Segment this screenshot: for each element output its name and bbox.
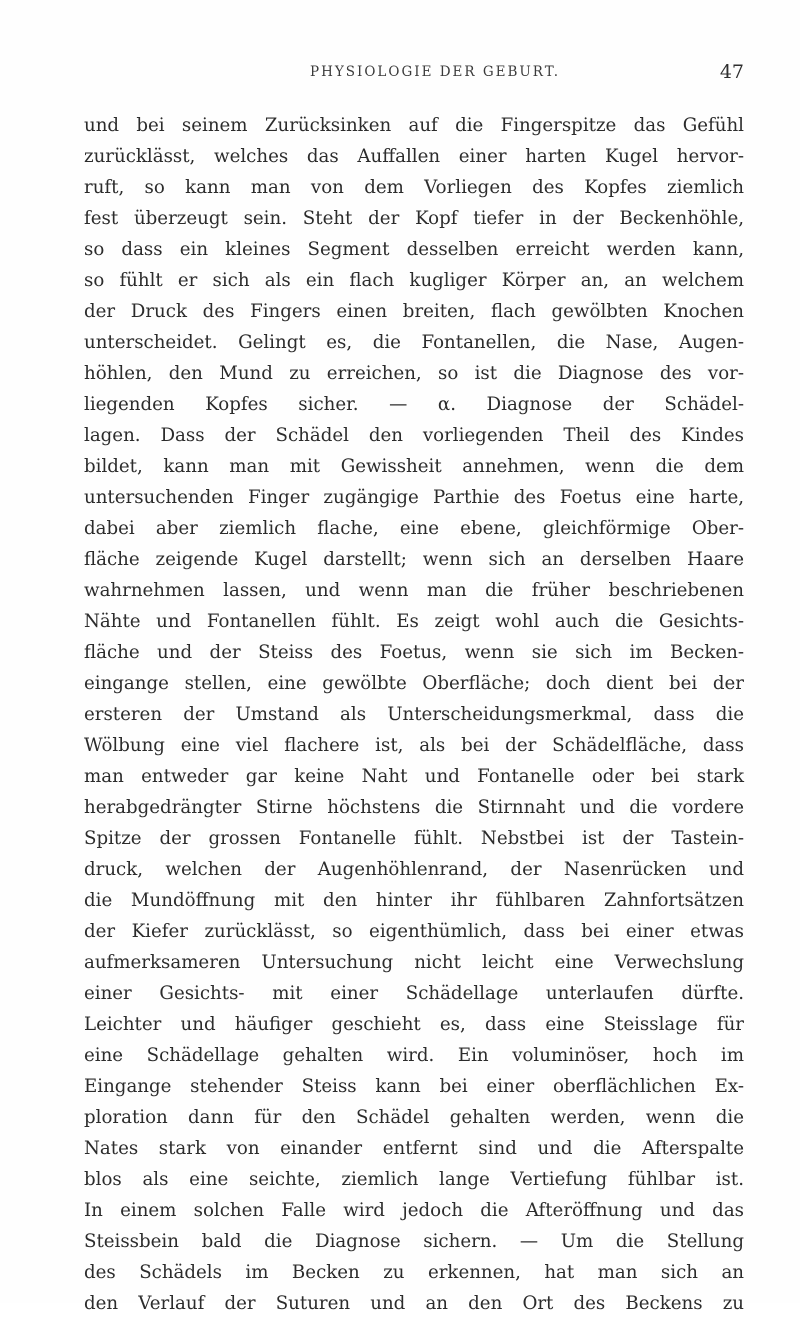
text-line: liegenden Kopfes sicher. — α. Diagnose der Schädel- <box>84 394 744 415</box>
text-line: wahrnehmen lassen, und wenn man die früher beschriebenen <box>84 580 744 601</box>
text-line: die Mundöffnung mit den hinter ihr fühlbaren Zahnfortsätzen <box>84 890 744 911</box>
text-line: einer Gesichts- mit einer Schädellage unterlaufen dürfte. <box>84 983 744 1004</box>
text-line: dabei aber ziemlich flache, eine ebene, gleichförmige Ober- <box>84 518 744 539</box>
text-line: Nates stark von einander entfernt sind und die Afterspalte <box>84 1138 744 1159</box>
text-line: so dass ein kleines Segment desselben erreicht werden kann, <box>84 239 744 260</box>
text-line: der Druck des Fingers einen breiten, flach gewölbten Knochen <box>84 301 744 322</box>
text-line: Wölbung eine viel flachere ist, als bei der Schädelfläche, dass <box>84 735 744 756</box>
text-line: des Schädels im Becken zu erkennen, hat man sich an <box>84 1262 744 1283</box>
text-line: druck, welchen der Augenhöhlenrand, der Nasenrücken und <box>84 859 744 880</box>
text-line: ersteren der Umstand als Unterscheidungsmerkmal, dass die <box>84 704 744 725</box>
text-line: In einem solchen Falle wird jedoch die Afteröffnung und das <box>84 1200 744 1221</box>
text-line: man entweder gar keine Naht und Fontanelle oder bei stark <box>84 766 744 787</box>
text-line: Nähte und Fontanellen fühlt. Es zeigt wohl auch die Gesichts- <box>84 611 744 632</box>
text-line: höhlen, den Mund zu erreichen, so ist die Diagnose des vor- <box>84 363 744 384</box>
text-line: eingange stellen, eine gewölbte Oberfläche; doch dient bei der <box>84 673 744 694</box>
text-line: den Verlauf der Suturen und an den Ort des Beckens zu <box>84 1293 744 1314</box>
text-line: Steissbein bald die Diagnose sichern. — Um die Stellung <box>84 1231 744 1252</box>
text-line: untersuchenden Finger zugängige Parthie des Foetus eine harte, <box>84 487 744 508</box>
text-line: fläche und der Steiss des Foetus, wenn sie sich im Becken- <box>84 642 744 663</box>
page-header <box>84 61 744 88</box>
text-line: ruft, so kann man von dem Vorliegen des Kopfes ziemlich <box>84 177 744 198</box>
text-line: unterscheidet. Gelingt es, die Fontanellen, die Nase, Augen- <box>84 332 744 353</box>
text-line: zurücklässt, welches das Auffallen einer harten Kugel hervor- <box>84 146 744 167</box>
text-line: so fühlt er sich als ein flach kugliger Körper an, an welchem <box>84 270 744 291</box>
text-line: Leichter und häufiger geschieht es, dass eine Steisslage für <box>84 1014 744 1035</box>
text-line: Spitze der grossen Fontanelle fühlt. Nebstbei ist der Tastein- <box>84 828 744 849</box>
text-line: und bei seinem Zurücksinken auf die Fingerspitze das Gefühl <box>84 115 744 136</box>
body-text <box>84 110 744 1319</box>
text-line: der Kiefer zurücklässt, so eigenthümlich, dass bei einer etwas <box>84 921 744 942</box>
text-line: fest überzeugt sein. Steht der Kopf tiefer in der Beckenhöhle, <box>84 208 744 229</box>
text-line: ploration dann für den Schädel gehalten werden, wenn die <box>84 1107 744 1128</box>
text-line: Eingange stehender Steiss kann bei einer oberflächlichen Ex- <box>84 1076 744 1097</box>
text-line: bildet, kann man mit Gewissheit annehmen, wenn die dem <box>84 456 744 477</box>
text-line: lagen. Dass der Schädel den vorliegenden Theil des Kindes <box>84 425 744 446</box>
text-line: blos als eine seichte, ziemlich lange Vertiefung fühlbar ist. <box>84 1169 744 1190</box>
text-line: aufmerksameren Untersuchung nicht leicht eine Verwechslung <box>84 952 744 973</box>
text-line: eine Schädellage gehalten wird. Ein voluminöser, hoch im <box>84 1045 744 1066</box>
page-number: 47 <box>719 61 744 83</box>
text-line: fläche zeigende Kugel darstellt; wenn sich an derselben Haare <box>84 549 744 570</box>
running-head: PHYSIOLOGIE DER GEBURT. <box>310 64 561 80</box>
text-line: herabgedrängter Stirne höchstens die Stirnnaht und die vordere <box>84 797 744 818</box>
